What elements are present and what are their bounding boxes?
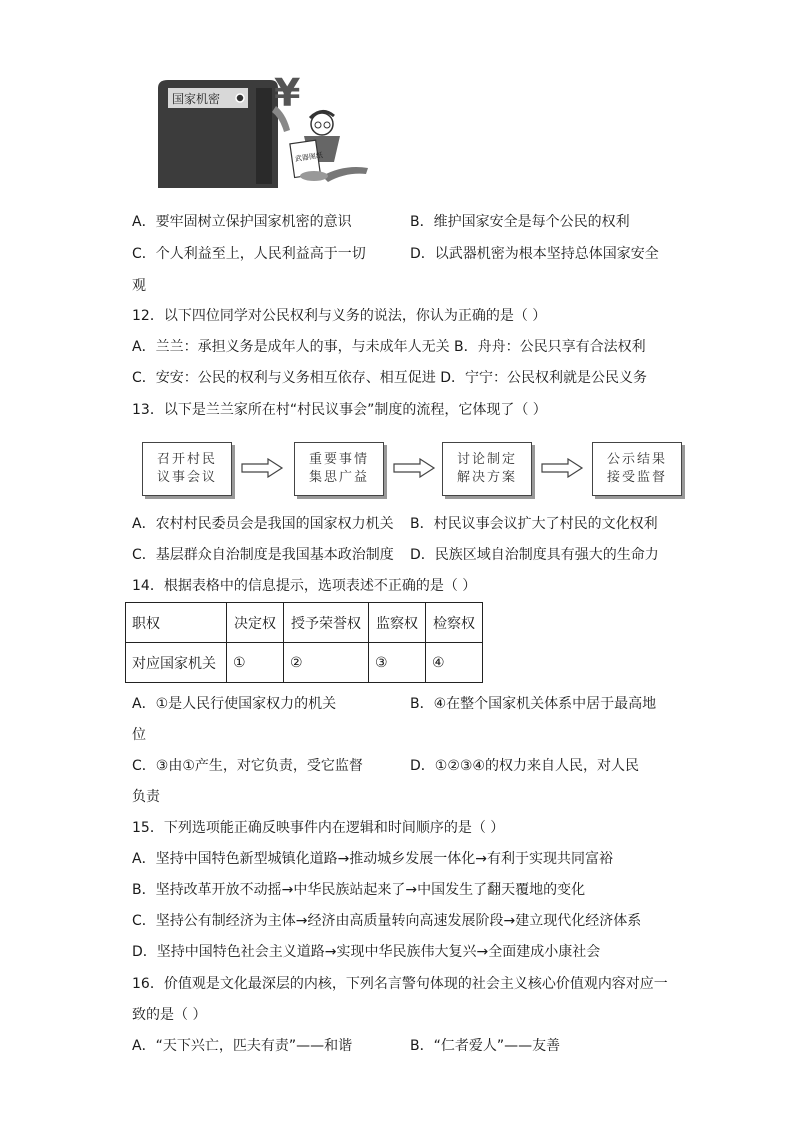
- q14-stem: 14．根据表格中的信息提示，选项表述不正确的是（ ）: [132, 578, 477, 594]
- table-cell: 监察权: [369, 603, 426, 643]
- state-secret-cartoon: [154, 72, 384, 188]
- table-cell: 检察权: [426, 603, 483, 643]
- table-cell: ③: [369, 643, 426, 683]
- cabinet-label: 国家机密: [172, 92, 221, 106]
- village-council-flowchart: [136, 438, 676, 500]
- q12-options-cd: C．安安：公民的权利与义务相互依存、相互促进 D．宁宁：公民权利就是公民义务: [132, 370, 648, 386]
- table-row: [126, 643, 483, 683]
- table-cell: 职权: [126, 603, 227, 643]
- powers-table: [125, 602, 483, 683]
- q14-option-d-continued: 负责: [132, 789, 160, 805]
- q14-option-b: B．④在整个国家机关体系中居于最高地: [410, 696, 657, 712]
- table-cell: ①: [227, 643, 284, 683]
- q15-option-b: B．坚持改革开放不动摇→中华民族站起来了→中国发生了翻天覆地的变化: [132, 882, 586, 898]
- flow-arrow-icon: [240, 458, 284, 478]
- q16-stem-continued: 致的是（ ）: [132, 1007, 207, 1023]
- flow-step-1: 召开村民 议事会议: [142, 442, 232, 496]
- q13-option-b: B．村民议事会议扩大了村民的文化权利: [410, 516, 658, 532]
- q13-option-a: A．农村村民委员会是我国的国家权力机关: [132, 516, 394, 532]
- flow-arrow-icon: [392, 458, 436, 478]
- table-cell: ②: [284, 643, 369, 683]
- document-label: 武器图纸: [294, 151, 324, 164]
- q16-option-b: B．“仁者爱人”——友善: [410, 1038, 561, 1054]
- table-cell: ④: [426, 643, 483, 683]
- q15-option-d: D．坚持中国特色社会主义道路→实现中华民族伟大复兴→全面建成小康社会: [132, 944, 601, 960]
- flow-step-4: 公示结果 接受监督: [592, 442, 682, 496]
- flow-step-2: 重要事情 集思广益: [294, 442, 384, 496]
- q14-option-b-continued: 位: [132, 727, 146, 743]
- q14-option-c: C．③由①产生，对它负责，受它监督: [132, 758, 363, 774]
- table-row: [126, 603, 483, 643]
- q11-option-d: D．以武器机密为根本坚持总体国家安全: [410, 246, 659, 262]
- q12-options-ab: A．兰兰：承担义务是成年人的事，与未成年人无关 B．舟舟：公民只享有合法权利: [132, 339, 646, 355]
- q15-option-c: C．坚持公有制经济为主体→经济由高质量转向高速发展阶段→建立现代化经济体系: [132, 913, 642, 929]
- q14-option-a: A．①是人民行使国家权力的机关: [132, 696, 337, 712]
- q16-option-a: A．“天下兴亡，匹夫有责”——和谐: [132, 1038, 353, 1054]
- q14-option-d: D．①②③④的权力来自人民，对人民: [410, 758, 639, 774]
- q11-option-a: A．要牢固树立保护国家机密的意识: [132, 214, 352, 230]
- q11-option-d-continued: 观: [132, 278, 146, 294]
- q11-option-b: B．维护国家安全是每个公民的权利: [410, 214, 630, 230]
- q15-option-a: A．坚持中国特色新型城镇化道路→推动城乡发展一体化→有利于实现共同富裕: [132, 851, 614, 867]
- flow-arrow-icon: [540, 458, 584, 478]
- table-cell: 决定权: [227, 603, 284, 643]
- q13-option-d: D．民族区域自治制度具有强大的生命力: [410, 547, 659, 563]
- table-cell: 授予荣誉权: [284, 603, 369, 643]
- flow-step-3: 讨论制定 解决方案: [442, 442, 532, 496]
- q12-stem: 12．以下四位同学对公民权利与义务的说法，你认为正确的是（ ）: [132, 308, 547, 324]
- q13-option-c: C．基层群众自治制度是我国基本政治制度: [132, 547, 394, 563]
- q11-option-c: C．个人利益至上，人民利益高于一切: [132, 246, 366, 262]
- q15-stem: 15．下列选项能正确反映事件内在逻辑和时间顺序的是（ ）: [132, 820, 505, 836]
- yuan-symbol: ¥: [274, 72, 301, 115]
- q16-stem: 16．价值观是文化最深层的内核，下列名言警句体现的社会主义核心价值观内容对应一: [132, 976, 668, 992]
- table-cell: 对应国家机关: [126, 643, 227, 683]
- q13-stem: 13．以下是兰兰家所在村“村民议事会”制度的流程，它体现了（ ）: [132, 402, 547, 418]
